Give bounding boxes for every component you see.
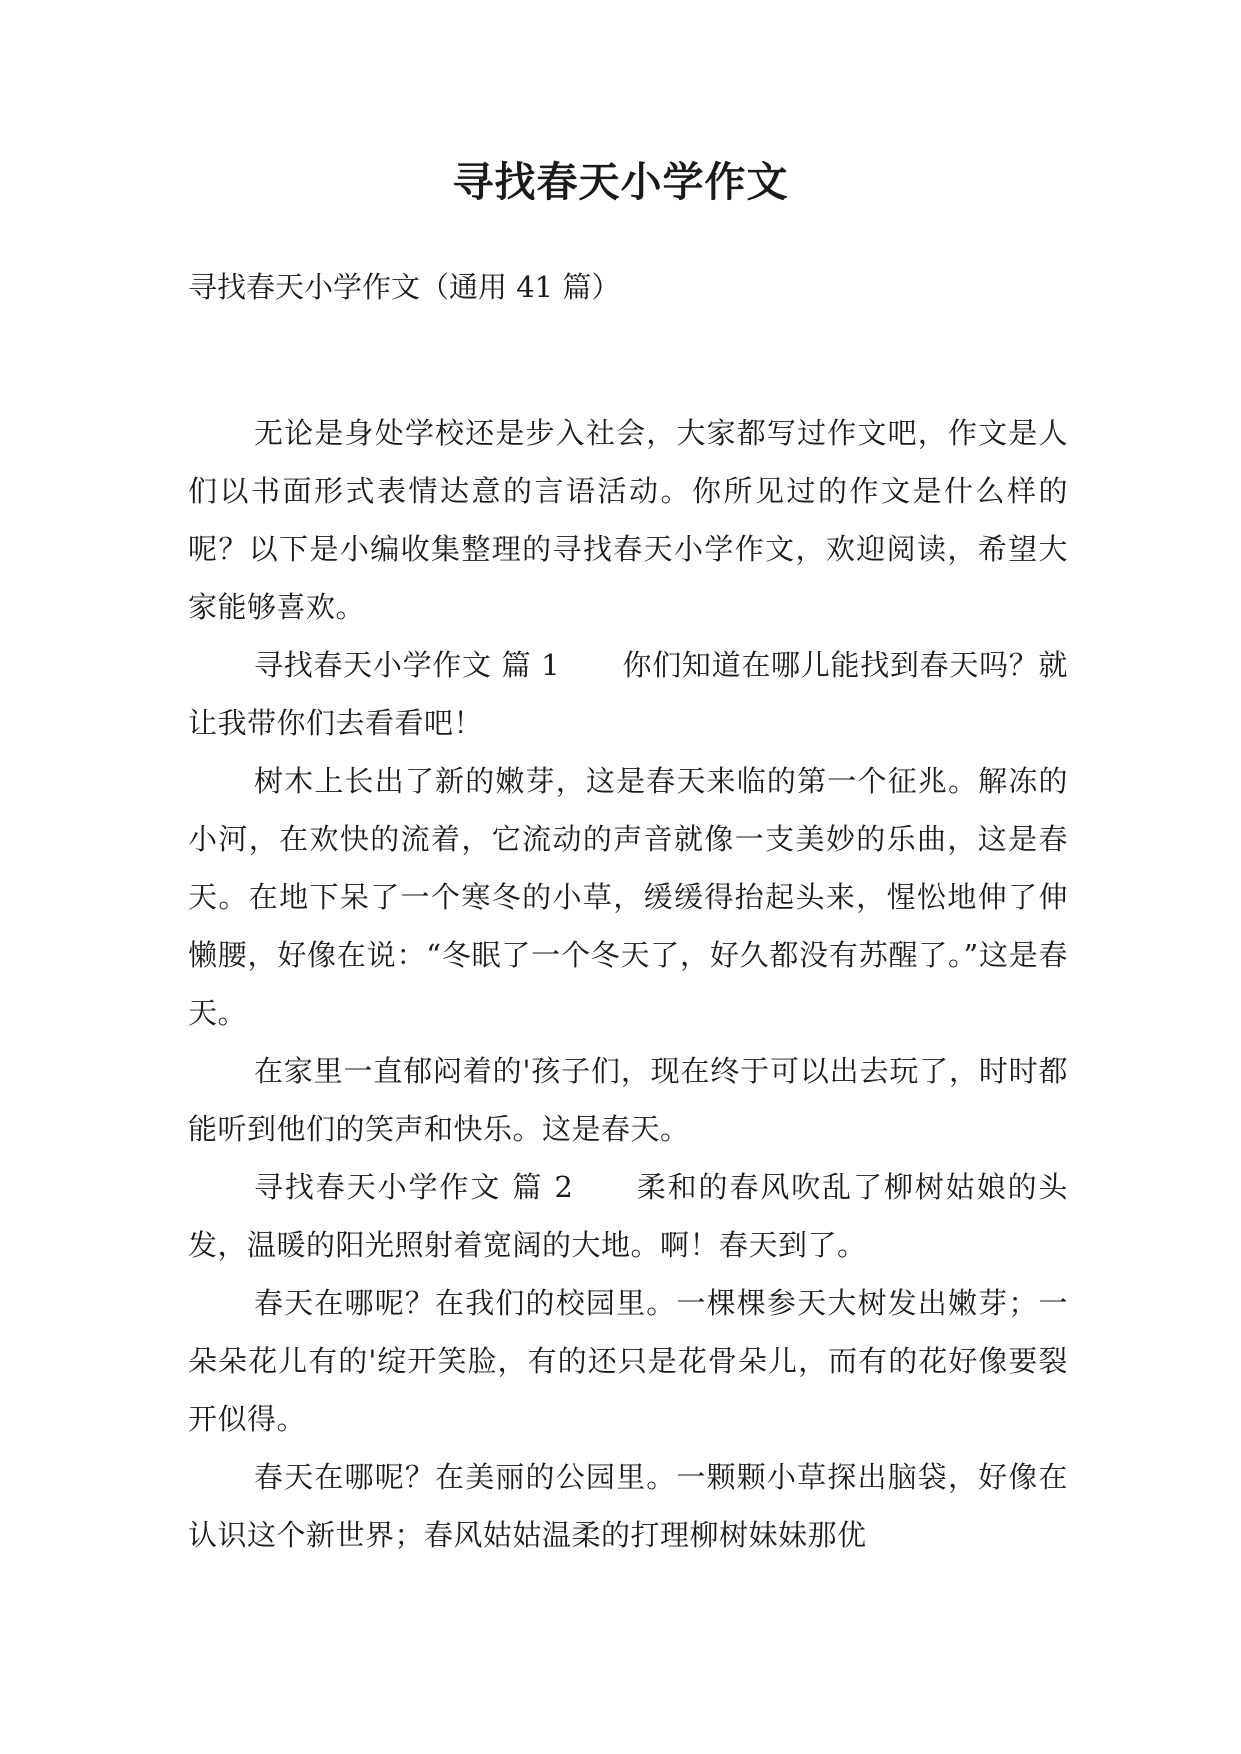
paragraph (188, 1448, 1068, 1564)
document-subtitle: 寻找春天小学作文（通用 41 篇） (188, 270, 621, 304)
section-heading-2: 寻找春天小学作文 篇 2 (254, 1170, 574, 1204)
section-heading-1: 寻找春天小学作文 篇 1 (254, 648, 561, 682)
paragraph (188, 752, 1068, 1042)
paragraph-text: 你们知道在哪儿能找到春天吗？就让我带你们去看看吧！ (188, 648, 1068, 740)
paragraph-text: 在家里一直郁闷着的'孩子们，现在终于可以出去玩了，时时都能听到他们的笑声和快乐。这是春天。 (188, 1054, 1068, 1146)
paragraph-text: 无论是身处学校还是步入社会，大家都写过作文吧，作文是人们以书面形式表情达意的言语活动。你所见过的作文是什么样的呢？以下是小编收集整理的寻找春天小学作文，欢迎阅读，希望大家能够喜欢。 (188, 416, 1068, 624)
paragraph-text: 柔和的春风吹乱了柳树姑娘的头发，温暖的阳光照射着宽阔的大地。啊！春天到了。 (188, 1170, 1068, 1262)
document-body (188, 404, 1068, 1564)
paragraph-text: 树木上长出了新的嫩芽，这是春天来临的第一个征兆。解冻的小河，在欢快的流着，它流动的声音就像一支美妙的乐曲，这是春天。在地下呆了一个寒冬的小草，缓缓得抬起头来，惺忪地伸了伸懒腰，好像在说：“冬眠了一个冬天了，好久都没有苏醒了。”这是春天。 (188, 764, 1068, 1030)
paragraph-section-2 (188, 1158, 1068, 1274)
paragraph (188, 1274, 1068, 1448)
paragraph (188, 1042, 1068, 1158)
paragraph-text: 春天在哪呢？在我们的校园里。一棵棵参天大树发出嫩芽；一朵朵花儿有的'绽开笑脸，有的还只是花骨朵儿，而有的花好像要裂开似得。 (188, 1286, 1068, 1436)
paragraph-text: 春天在哪呢？在美丽的公园里。一颗颗小草探出脑袋，好像在认识这个新世界；春风姑姑温柔的打理柳树妹妹那优 (188, 1460, 1068, 1552)
document-title: 寻找春天小学作文 (452, 158, 789, 206)
paragraph-intro (188, 404, 1068, 636)
paragraph-section-1 (188, 636, 1068, 752)
